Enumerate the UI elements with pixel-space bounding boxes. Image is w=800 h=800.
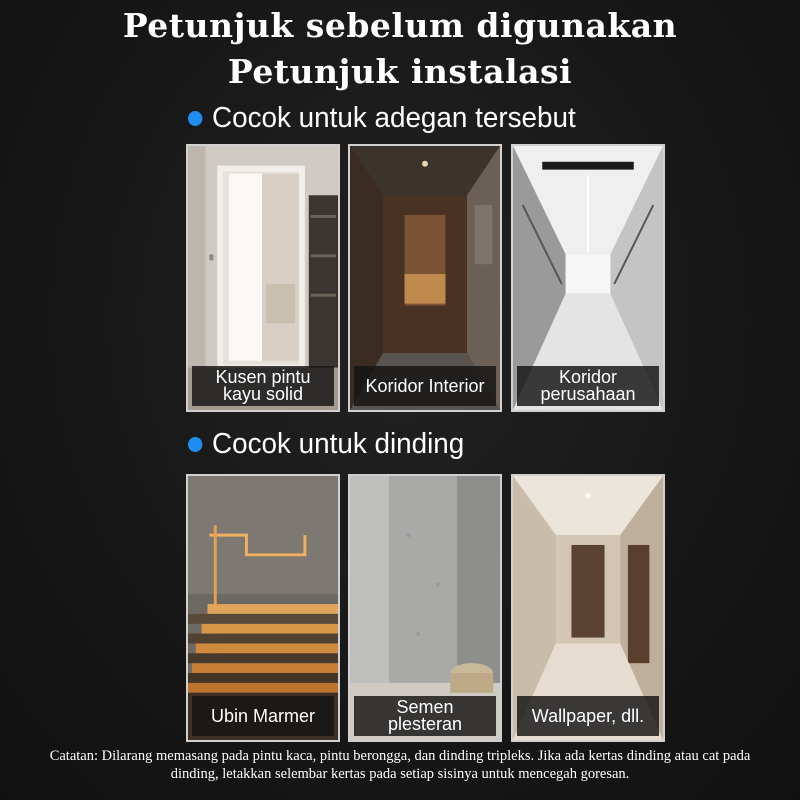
section-heading-label: Cocok untuk adegan tersebut bbox=[212, 101, 576, 134]
wall-card-marble bbox=[186, 474, 340, 742]
card-caption: Koridor Interior bbox=[354, 366, 496, 406]
scene-card-office-corridor bbox=[511, 144, 665, 412]
scene-card-door-frame bbox=[186, 144, 340, 412]
card-caption: Semen plesteran bbox=[354, 696, 496, 736]
card-caption: Ubin Marmer bbox=[192, 696, 334, 736]
scene-card-interior-corridor bbox=[348, 144, 502, 412]
wall-card-wallpaper bbox=[511, 474, 665, 742]
card-caption: Koridor perusahaan bbox=[517, 366, 659, 406]
page-subtitle: Petunjuk instalasi bbox=[227, 52, 573, 91]
installation-note: Catatan: Dilarang memasang pada pintu kaca, pintu berongga, dan dinding tripleks. Jika ada kertas dinding atau cat pada dinding, letakkan selembar kertas pada setiap sisinya untuk mencegah goresan. bbox=[49, 748, 751, 782]
card-caption: Wallpaper, dll. bbox=[517, 696, 659, 736]
bullet-dot-icon bbox=[188, 437, 202, 452]
page-title: Petunjuk sebelum digunakan bbox=[122, 6, 678, 45]
bullet-dot-icon bbox=[188, 111, 202, 126]
wall-card-cement bbox=[348, 474, 502, 742]
card-caption: Kusen pintu kayu solid bbox=[192, 366, 334, 406]
section-heading-scenes bbox=[188, 100, 576, 136]
section-heading-walls bbox=[188, 426, 464, 462]
section-heading-label: Cocok untuk dinding bbox=[212, 427, 465, 460]
